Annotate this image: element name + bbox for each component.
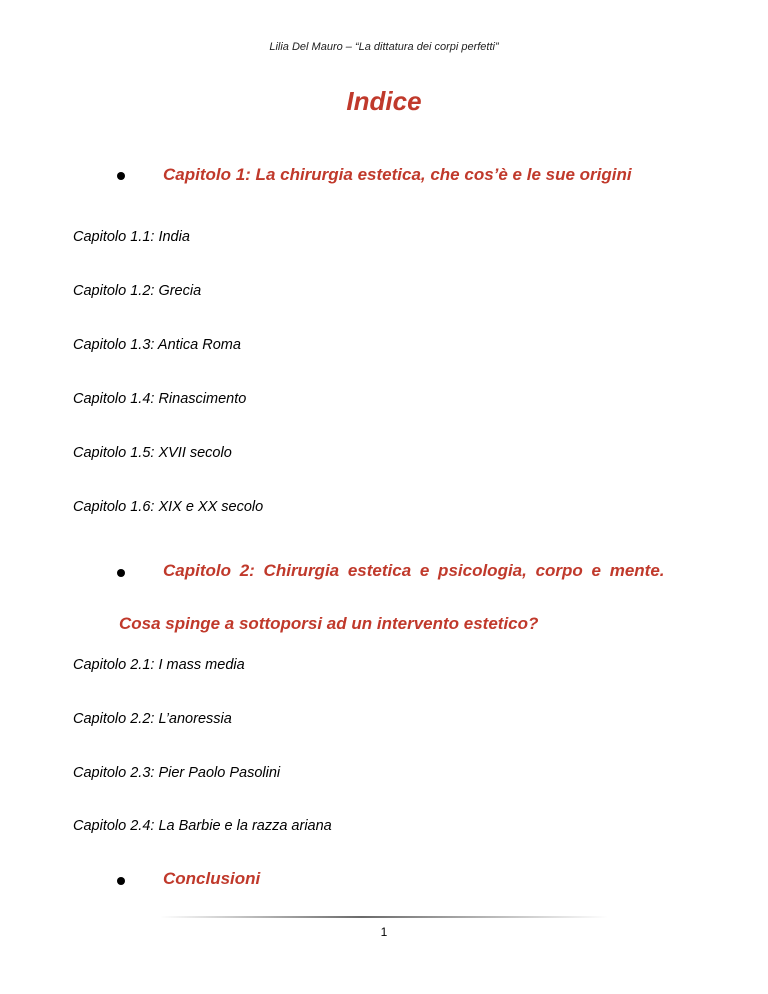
bullet-icon (117, 172, 125, 180)
chapter-1-title: Capitolo 1: La chirurgia estetica, che cos’è e le sue origini (163, 165, 632, 184)
chapter-1-2: Capitolo 1.2: Grecia (73, 283, 202, 299)
chapter-1-4: Capitolo 1.4: Rinascimento (73, 391, 247, 407)
bullet-icon (117, 877, 125, 885)
page-number: 1 (380, 925, 388, 939)
chapter-2-title-continuation: Cosa spinge a sottoporsi ad un intervento estetico? (119, 614, 539, 633)
chapter-1-6: Capitolo 1.6: XIX e XX secolo (73, 499, 264, 515)
chapter-1-1: Capitolo 1.1: India (73, 229, 190, 245)
chapter-1-3: Capitolo 1.3: Antica Roma (73, 337, 241, 353)
footer-divider (160, 916, 608, 918)
conclusions-title: Conclusioni (163, 869, 261, 888)
page-title: Indice (346, 86, 422, 116)
chapter-1-5: Capitolo 1.5: XVII secolo (73, 445, 232, 461)
page-header: Lilia Del Mauro – “La dittatura dei corpi perfetti” (269, 41, 499, 53)
chapter-2-4: Capitolo 2.4: La Barbie e la razza ariana (73, 818, 332, 834)
chapter-2-2: Capitolo 2.2: L’anoressia (73, 711, 232, 727)
chapter-2-title: Capitolo 2: Chirurgia estetica e psicologia, corpo e mente. (163, 561, 665, 580)
chapter-2-3: Capitolo 2.3: Pier Paolo Pasolini (73, 765, 281, 781)
bullet-icon (117, 569, 125, 577)
chapter-2-1: Capitolo 2.1: I mass media (73, 657, 245, 673)
